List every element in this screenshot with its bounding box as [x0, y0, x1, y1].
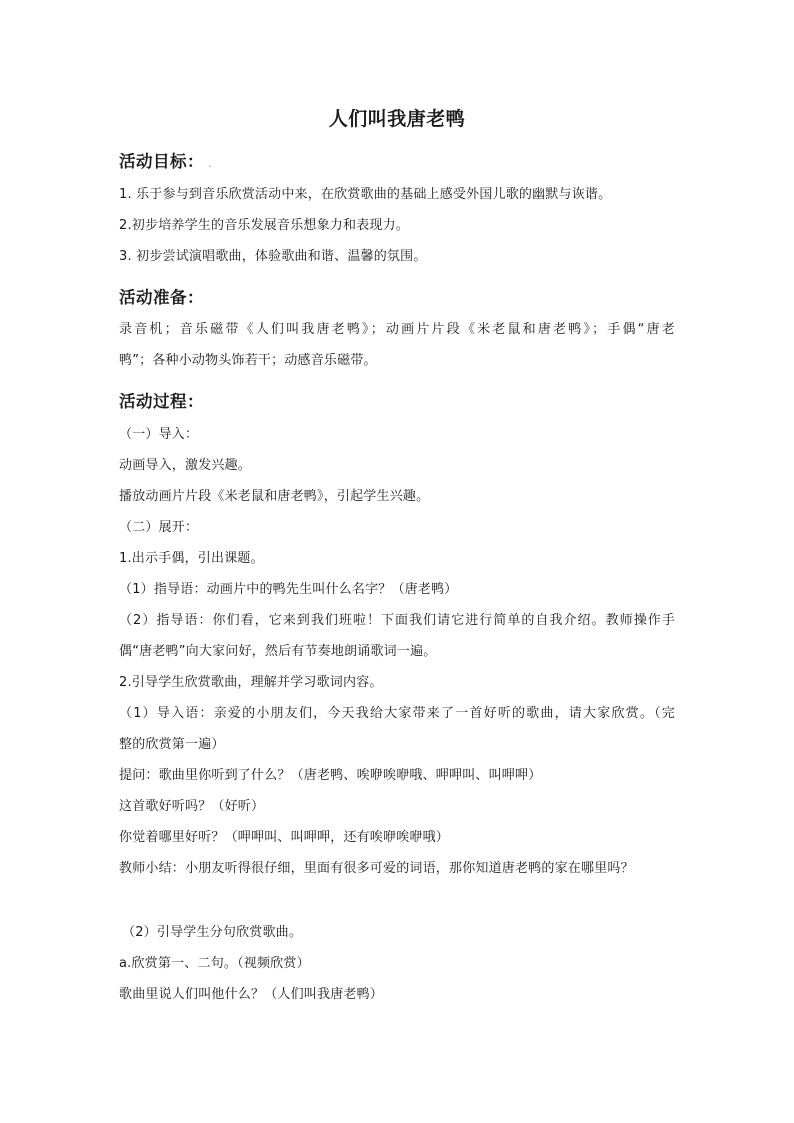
process-line: 整的欣赏第一遍） — [119, 737, 225, 752]
process-line: 歌曲里说人们叫他什么？（人们叫我唐老鸭） — [119, 987, 384, 1002]
preparation-line-2: 鸭”；各种小动物头饰若干；动感音乐磁带。 — [119, 353, 377, 368]
process-line: 教师小结：小朋友听得很仔细，里面有很多可爱的词语，那你知道唐老鸭的家在哪里吗？ — [119, 861, 634, 876]
process-line: （2）指导语：你们看，它来到我们班啦！下面我们请它进行简单的自我介绍。教师操作手 — [119, 613, 675, 628]
process-line: 2.引导学生欣赏歌曲，理解并学习歌词内容。 — [119, 675, 383, 690]
goal-item-3: 3. 初步尝试演唱歌曲，体验歌曲和谐、温馨的氛围。 — [119, 249, 427, 264]
goals-heading-text: 活动目标： — [119, 152, 204, 171]
process-line: （2）引导学生分句欣赏歌曲。 — [122, 925, 303, 940]
document-title: 人们叫我唐老鸭 — [328, 108, 466, 130]
process-line: 提问：歌曲里你听到了什么？（唐老鸭、唉咿唉咿哦、呷呷叫、叫呷呷） — [119, 768, 542, 783]
preparation-line-1: 录音机；音乐磁带《人们叫我唐老鸭》；动画片片段《米老鼠和唐老鸭》；手偶“唐老 — [119, 322, 675, 337]
process-line: （一）导入： — [119, 427, 199, 442]
process-line: 你觉着哪里好听？（呷呷叫、叫呷呷，还有唉咿唉咿哦） — [119, 830, 450, 845]
process-line: 偶“唐老鸭”向大家问好，然后有节奏地朗诵歌词一遍。 — [119, 644, 437, 659]
goals-heading — [119, 148, 212, 172]
goal-item-1: 1. 乐于参与到音乐欣赏活动中来，在欣赏歌曲的基础上感受外国儿歌的幽默与诙谐。 — [119, 187, 612, 202]
process-line: 1.出示手偶，引出课题。 — [119, 551, 264, 566]
process-line: （1）指导语：动画片中的鸭先生叫什么名字？（唐老鸭） — [119, 582, 458, 597]
goals-heading-mark: . — [208, 156, 213, 170]
process-line: 动画导入，激发兴趣。 — [119, 458, 252, 473]
process-line: （二）展开： — [119, 520, 199, 535]
process-line: 这首歌好听吗？（好听） — [119, 799, 265, 814]
process-line: a.欣赏第一、二句。（视频欣赏） — [119, 956, 310, 971]
process-line: （1）导入语：亲爱的小朋友们，今天我给大家带来了一首好听的歌曲，请大家欣赏。（完 — [119, 706, 675, 721]
preparation-heading: 活动准备： — [119, 288, 204, 307]
process-heading: 活动过程： — [119, 392, 204, 411]
process-line: 播放动画片片段《米老鼠和唐老鸭》，引起学生兴趣。 — [119, 489, 430, 504]
goal-item-2: 2.初步培养学生的音乐发展音乐想象力和表现力。 — [119, 218, 410, 233]
